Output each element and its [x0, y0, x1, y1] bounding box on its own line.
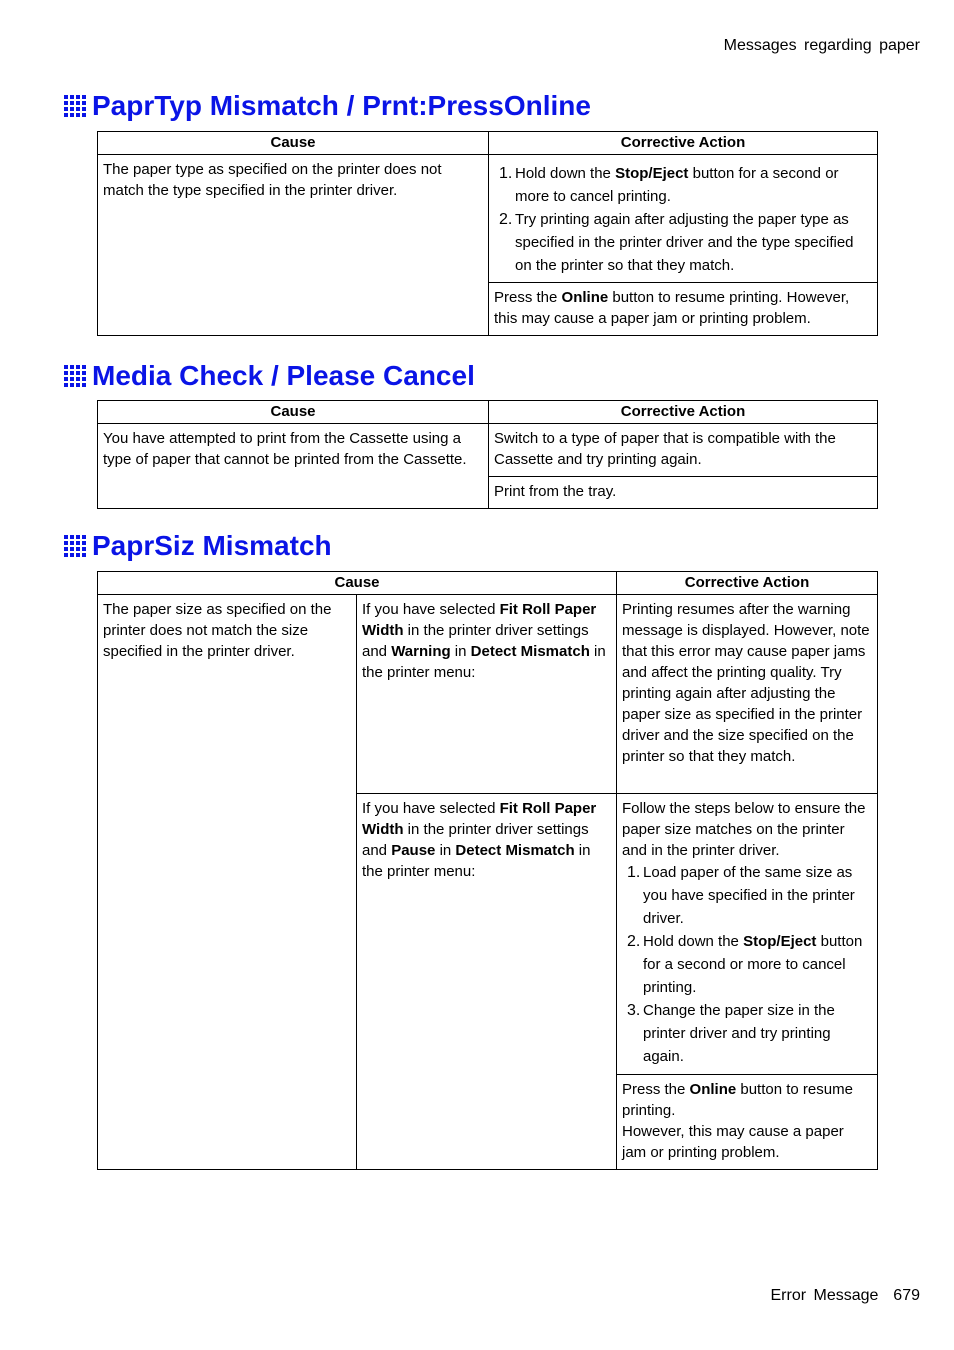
item-text: button for a second or more to cancel printing. — [643, 933, 863, 996]
cell-text: Press the — [622, 1081, 690, 1098]
page-footer — [770, 1287, 920, 1305]
grid-icon — [64, 365, 86, 387]
setting-name: Detect Mismatch — [470, 643, 590, 660]
button-name: Stop/Eject — [615, 165, 689, 182]
item-text: button for a second or more to cancel printing. — [515, 165, 839, 205]
column-header-cause: Cause — [98, 132, 489, 155]
action-cell — [617, 794, 878, 1075]
setting-name: Detect Mismatch — [455, 842, 575, 859]
action-cell: Switch to a type of paper that is compatible with the Cassette and try printing again. — [489, 424, 878, 477]
setting-name: Warning — [391, 643, 451, 660]
cell-text: in the printer driver settings and — [362, 622, 589, 660]
item-number: 2. — [499, 211, 513, 228]
cell-text: However, this may cause a paper jam or printing problem. — [622, 1123, 844, 1161]
item-number: 1. — [499, 165, 513, 182]
item-number: 2. — [627, 933, 641, 950]
section-title-text: Media Check / Please Cancel — [92, 360, 475, 391]
button-name: Online — [689, 1081, 737, 1098]
list-item — [494, 208, 872, 277]
action-cell — [617, 1075, 878, 1170]
footer-section: Error Message — [770, 1287, 879, 1304]
list-item — [622, 999, 872, 1068]
column-header-action: Corrective Action — [617, 572, 878, 595]
cause-cell: The paper type as specified on the printer does not match the type specified in the printer driver. — [98, 155, 489, 336]
section-title-text: PaprSiz Mismatch — [92, 530, 332, 561]
section-title-media-check — [64, 360, 475, 392]
list-item — [494, 162, 872, 208]
cell-text: button to resume printing. However, this may cause a paper jam or printing problem. — [494, 289, 850, 327]
item-number: 3. — [627, 1002, 641, 1019]
section-title-paprtyp-mismatch — [64, 90, 591, 122]
section-title-text: PaprTyp Mismatch / Prnt:PressOnline — [92, 90, 591, 121]
setting-name: Fit Roll Paper Width — [362, 800, 597, 838]
action-cell: Print from the tray. — [489, 477, 878, 509]
cell-text: in the printer driver settings and — [362, 821, 589, 859]
item-text: Hold down the — [515, 165, 616, 182]
table-header-row — [98, 132, 878, 155]
table-row — [98, 155, 878, 283]
condition-cell — [357, 595, 617, 794]
item-text: Try printing again after adjusting the paper type as specified in the printer driver and the type specified on the printer so that they match. — [515, 211, 854, 274]
setting-name: Pause — [391, 842, 436, 859]
column-header-action: Corrective Action — [489, 401, 878, 424]
cell-text: in — [435, 842, 456, 859]
item-text: Load paper of the same size as you have specified in the printer driver. — [643, 864, 855, 927]
action-cell — [489, 155, 878, 283]
steps-intro: Follow the steps below to ensure the paper size matches on the printer and in the printer driver. — [622, 800, 866, 859]
item-text: Change the paper size in the printer driver and try printing again. — [643, 1002, 835, 1065]
table-header-row — [98, 401, 878, 424]
cell-text: in the printer menu: — [362, 842, 591, 880]
section-title-paprsiz-mismatch — [64, 530, 332, 562]
grid-icon — [64, 535, 86, 557]
cause-cell: The paper size as specified on the printer does not match the size specified in the printer driver. — [98, 595, 357, 1170]
table-paprtyp-mismatch — [97, 131, 878, 336]
grid-icon — [64, 95, 86, 117]
cell-text: If you have selected — [362, 800, 500, 817]
column-header-action: Corrective Action — [489, 132, 878, 155]
cause-cell: You have attempted to print from the Cassette using a type of paper that cannot be printed from the Cassette. — [98, 424, 489, 509]
cell-text: in the printer menu: — [362, 643, 606, 681]
table-header-row — [98, 572, 878, 595]
setting-name: Fit Roll Paper Width — [362, 601, 597, 639]
cell-text: Press the — [494, 289, 562, 306]
list-item — [622, 861, 872, 930]
column-header-cause: Cause — [98, 572, 617, 595]
table-row — [98, 424, 878, 477]
steps-list — [622, 861, 872, 1068]
cell-text: in — [450, 643, 471, 660]
table-paprsiz-mismatch — [97, 571, 878, 1170]
cell-text: If you have selected — [362, 601, 500, 618]
button-name: Online — [561, 289, 609, 306]
condition-cell — [357, 794, 617, 1170]
action-cell — [489, 283, 878, 336]
cell-text: button to resume printing. — [622, 1081, 853, 1119]
page-header: Messages regarding paper — [723, 37, 920, 54]
column-header-cause: Cause — [98, 401, 489, 424]
button-name: Stop/Eject — [743, 933, 817, 950]
action-cell: Printing resumes after the warning message is displayed. However, note that this error may cause paper jams and affect the printing quality. Try printing again after adjusting the paper size as specified in the printer driver and the size specified on the printer so that they match. — [617, 595, 878, 794]
table-row — [98, 595, 878, 794]
list-item — [622, 930, 872, 999]
steps-list — [494, 162, 872, 277]
item-number: 1. — [627, 864, 641, 881]
table-media-check — [97, 400, 878, 509]
page-number: 679 — [893, 1287, 920, 1304]
item-text: Hold down the — [643, 933, 744, 950]
